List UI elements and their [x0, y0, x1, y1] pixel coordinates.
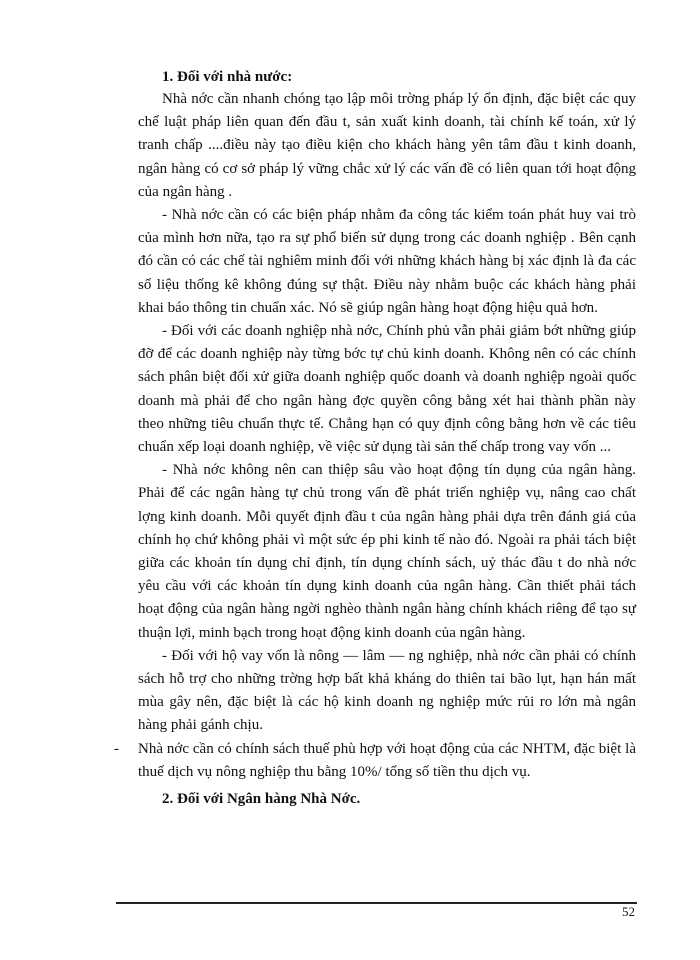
bullet-text: Nhà nớc cần có chính sách thuế phù hợp với hoạt động của các NHTM, đặc biệt là thuế dịch vụ nông nghiệp thu bằng 10%/ tổng số tiền thu dịch vụ. — [138, 740, 636, 780]
paragraph-legal-environment: Nhà nớc cần nhanh chóng tạo lập môi trờng pháp lý ổn định, đặc biệt các quy chế luật pháp liên quan đến đầu t, sản xuất kinh doanh, tài chính kế toán, xử lý tranh chấp ....điều này tạo điều kiện cho khách hàng yên tâm đầu t kinh doanh, ngân hàng có cơ sở pháp lý vững chắc xử lý các vấn đề có liên quan tới hoạt động của ngân hàng . — [138, 91, 636, 200]
bullet-mark: - — [114, 740, 119, 757]
paragraph-agriculture-support: - Đối với hộ vay vốn là nông — lâm — ng nghiệp, nhà nớc cần phải có chính sách hỗ trợ cho những trờng hợp bất khả kháng do thiên tai bão lụt, hạn hán mất mùa gây nên, đặc biệt là các hộ kinh doanh ng nghiệp mức rủi ro lớn mà ngân hàng phải gánh chịu. — [138, 647, 636, 734]
paragraph-credit-intervention: - Nhà nớc không nên can thiệp sâu vào hoạt động tín dụng của ngân hàng. Phải để các ngân hàng tự chủ trong vấn đề phát triển nghiệp vụ, nâng cao chất lợng kinh doanh. Mỗi quyết định đầu t của ngân hàng phải dựa trên đánh giá của chính họ chứ không phải vì một sức ép phi kinh tế nào đó. Ngoài ra phải tách biệt giữa các khoản tín dụng chỉ định, tín dụng chính sách, uỷ thác đầu t do nhà nớc yêu cầu với các khoản tín dụng kinh doanh của ngân hàng. Cần thiết phải tách hoạt động của ngân hàng ngời nghèo thành ngân hàng chính khách riêng để tạo sự thuận lợi, minh bạch trong hoạt động kinh doanh của ngân hàng. — [138, 462, 636, 641]
paragraph-state-enterprises: - Đối với các doanh nghiệp nhà nớc, Chính phủ vẫn phải giảm bớt những giúp đỡ để các doanh nghiệp này từng bớc tự chủ kinh doanh. Không nên có các chính sách phân biệt đối xử giữa doanh nghiệp quốc doanh và doanh nghiệp ngoài quốc doanh mà phải để cho ngân hàng đợc quyền công bằng xét hai thành phần này theo những tiêu chuẩn thực tế. Chẳng hạn có quy định công bằng hơn về các tiêu chuẩn xếp loại doanh nghiệp, về việc sử dụng tài sản thế chấp trong vay vốn ... — [138, 323, 636, 456]
section-1-heading: 1. Đối với nhà nước: — [162, 69, 293, 85]
footer-divider — [116, 902, 637, 904]
section-2-heading: 2. Đối với Ngân hàng Nhà Nớc. — [162, 791, 361, 808]
bullet-item-tax-policy — [114, 738, 636, 784]
page-number: 52 — [622, 904, 635, 919]
paragraph-audit: - Nhà nớc cần có các biện pháp nhằm đa công tác kiểm toán phát huy vai trò của mình hơn nữa, tạo ra sự phổ biến sử dụng trong các doanh nghiệp . Bên cạnh đó cần có các chế tài nghiêm minh đối với những khách hàng bị xác định là đa các số liệu thống kê không đúng sự thật. Điều này nhằm buộc các khách hàng phải khai báo thông tin chuẩn xác. Nó sẽ giúp ngân hàng hoạt động hiệu quả hơn. — [138, 207, 636, 316]
page-content — [114, 66, 636, 810]
